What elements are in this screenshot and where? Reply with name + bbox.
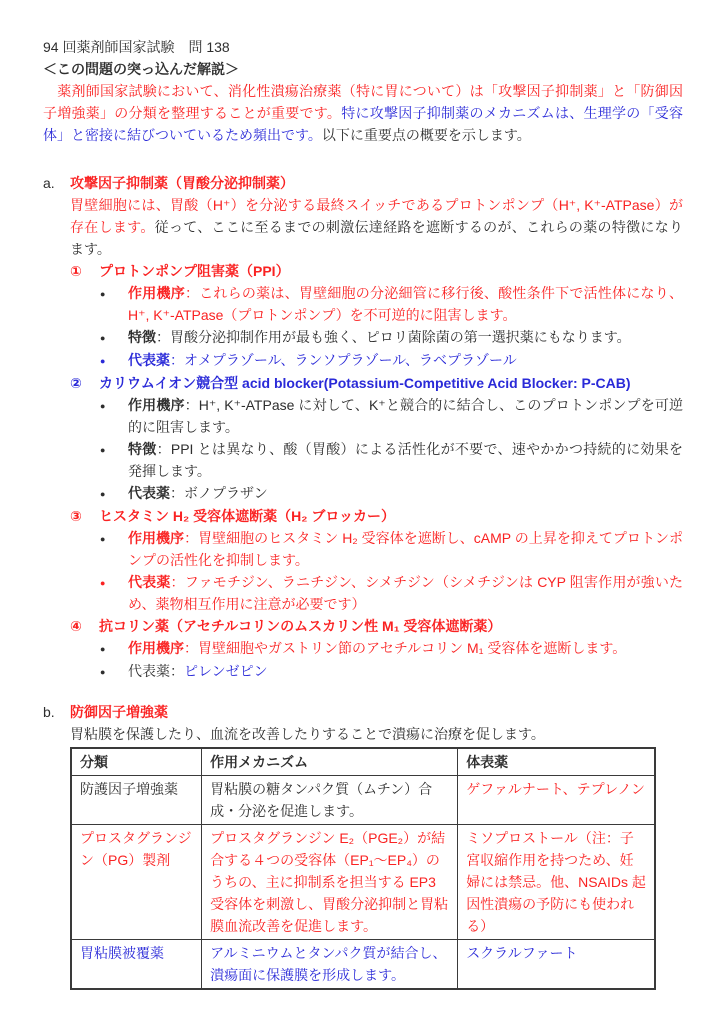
bullet-content <box>128 438 683 482</box>
section-a-lead <box>70 194 683 260</box>
bullet-text: ：胃酸分泌抑制作用が最も強く、ピロリ菌除菌の第一選択薬にもなります。 <box>156 329 631 345</box>
cell-mechanism: プロスタグランジン E₂（PGE₂）が結合する４つの受容体（EP₁～EP₄）のうちの、主に抑制系を担当する EP3 受容体を刺激し、胃酸分泌抑制と胃粘膜血流改善を促進します。 <box>202 825 458 940</box>
item-number: ④ <box>70 618 82 634</box>
table-row <box>71 825 655 940</box>
intro-text-blue: 特に攻撃因子抑制薬のメカニズムは、生理学の「受容体」と密接に結びついているため頻出です。 <box>43 105 683 143</box>
bullet-text: ：ファモチジン、ラニチジン、シメチジン（シメチジンは CYP 阻害作用が強いため、薬物相互作用に注意が必要です） <box>128 574 684 612</box>
bullet-icon: ● <box>100 356 106 366</box>
numbered-item-anticholinergic <box>70 615 683 683</box>
item-number: ① <box>70 263 82 279</box>
cell-drugs: ゲファルナート、テプレノン <box>458 776 655 825</box>
bullet-item <box>100 349 683 372</box>
section-b-title: 防御因子増強薬 <box>70 704 168 720</box>
intro-paragraph <box>43 80 683 146</box>
item-number: ③ <box>70 508 82 524</box>
numbered-item-pcab <box>70 372 683 505</box>
numbered-item-h2blocker <box>70 505 683 615</box>
bullet-content <box>128 571 683 615</box>
bullet-label: 代表薬 <box>128 485 170 501</box>
bullet-text: ：PPI とは異なり、酸（胃酸）による活性化が不要で、速やかかつ持続的に効果を発揮します。 <box>128 441 683 479</box>
bullet-label: 代表薬 <box>128 663 170 679</box>
bullet-icon: ● <box>100 333 106 343</box>
section-a-heading <box>43 172 683 194</box>
bullet-item <box>100 326 683 349</box>
cell-mechanism: 胃粘膜の糖タンパク質（ムチン）合成・分泌を促進します。 <box>202 776 458 825</box>
cell-category: プロスタグランジン（PG）製剤 <box>71 825 202 940</box>
table-header-row <box>71 748 655 776</box>
bullet-text: ：胃壁細胞のヒスタミン H₂ 受容体を遮断し、cAMP の上昇を抑えてプロトンポンプの活性化を抑制します。 <box>128 530 683 568</box>
cell-drugs: ミソプロストール（注：子宮収縮作用を持つため、妊婦には禁忌。他、NSAIDs 起因性潰瘍の予防にも使われる） <box>458 825 655 940</box>
bullet-content <box>128 482 683 505</box>
bullet-colon: ： <box>170 663 184 679</box>
bullet-icon: ● <box>100 401 106 411</box>
cell-category: 胃粘膜被覆薬 <box>71 940 202 990</box>
item-title: カリウムイオン競合型 acid blocker(Potassium-Competitive Acid Blocker: P-CAB) <box>99 375 631 391</box>
numbered-item-heading <box>70 260 683 282</box>
bullet-text: ：これらの薬は、胃壁細胞の分泌細管に移行後、酸性条件下で活性体になり、H⁺, K⁺-ATPase（プロトンポンプ）を不可逆的に阻害します。 <box>128 285 684 323</box>
bullet-content <box>128 527 683 571</box>
cell-drugs: スクラルファート <box>458 940 655 990</box>
section-b-body <box>43 723 683 990</box>
item-title: 抗コリン薬（アセチルコリンのムスカリン性 M₁ 受容体遮断薬） <box>99 618 502 634</box>
bullet-item <box>100 438 683 482</box>
bullet-item <box>100 637 683 660</box>
bullet-item <box>100 282 683 326</box>
item-title: プロトンポンプ阻害薬（PPI） <box>99 263 290 279</box>
section-b-lead: 胃粘膜を保護したり、血流を改善したりすることで潰瘍に治療を促します。 <box>70 726 545 742</box>
bullet-content <box>128 326 683 349</box>
bullet-text: ：オメプラゾール、ランソプラゾール、ラベプラゾール <box>170 352 517 368</box>
section-a-body <box>43 194 683 683</box>
section-a-marker: a. <box>43 175 55 191</box>
section-a-title: 攻撃因子抑制薬（胃酸分泌抑制薬） <box>70 175 294 191</box>
cell-category: 防護因子増強薬 <box>71 776 202 825</box>
section-a-lead-red: 胃壁細胞には、胃酸（H⁺）を分泌する最終スイッチであるプロトンポンプ（H⁺, K⁺-ATPase）が存在します。 <box>70 197 683 235</box>
bullet-label: 作用機序 <box>128 530 185 546</box>
spacer <box>43 146 683 172</box>
bullet-content <box>128 282 683 326</box>
bullet-icon: ● <box>100 644 106 654</box>
defense-factor-table <box>70 747 656 990</box>
page-title: 94 回薬剤師国家試験 問 138 <box>43 39 230 55</box>
table-row <box>71 776 655 825</box>
table-row <box>71 940 655 990</box>
explanation-heading: ＜この問題の突っ込んだ解説＞ <box>43 61 239 77</box>
bullet-item <box>100 660 683 683</box>
cell-mechanism: アルミニウムとタンパク質が結合し、潰瘍面に保護膜を形成します。 <box>202 940 458 990</box>
bullet-content <box>128 349 683 372</box>
bullet-icon: ● <box>100 445 106 455</box>
numbered-item-heading <box>70 372 683 394</box>
bullet-icon: ● <box>100 489 106 499</box>
bullet-item <box>100 394 683 438</box>
numbered-item-ppi <box>70 260 683 372</box>
bullet-text: ：胃壁細胞やガストリン節のアセチルコリン M₁ 受容体を遮断します。 <box>184 640 627 656</box>
bullet-label: 代表薬 <box>128 574 171 590</box>
table-header-category: 分類 <box>71 748 202 776</box>
intro-text-black: 以下に重要点の概要を示します。 <box>321 127 531 143</box>
item-number: ② <box>70 375 82 391</box>
bullet-item <box>100 571 683 615</box>
bullet-icon: ● <box>100 289 106 299</box>
table-header-drugs: 体表薬 <box>458 748 655 776</box>
bullet-label: 作用機序 <box>128 397 185 413</box>
bullet-icon: ● <box>100 667 106 677</box>
bullet-content <box>128 394 683 438</box>
bullet-content <box>128 637 683 660</box>
bullet-label: 作用機序 <box>128 640 184 656</box>
item-title: ヒスタミン H₂ 受容体遮断薬（H₂ ブロッカー） <box>99 508 396 524</box>
bullet-label: 代表薬 <box>128 352 170 368</box>
bullet-label: 特徴 <box>128 329 156 345</box>
table-header-mechanism: 作用メカニズム <box>202 748 458 776</box>
bullet-label: 作用機序 <box>128 285 185 301</box>
numbered-item-heading <box>70 615 683 637</box>
intro-text-red: 薬剤師国家試験において、消化性潰瘍治療薬（特に胃について）は「攻撃因子抑制薬」と「防御因子増強薬」の分類を整理することが重要です。 <box>43 83 684 121</box>
bullet-drug-name: ピレンゼピン <box>184 663 268 679</box>
bullet-content <box>128 660 683 683</box>
numbered-item-heading <box>70 505 683 527</box>
spacer <box>43 683 683 701</box>
bullet-icon: ● <box>100 534 106 544</box>
bullet-item <box>100 527 683 571</box>
bullet-item <box>100 482 683 505</box>
intro-indent <box>43 83 57 99</box>
bullet-label: 特徴 <box>128 441 157 457</box>
section-a-lead-black: 従って、ここに至るまでの刺激伝達経路を遮断するのが、これらの薬の特徴になります。 <box>70 219 683 257</box>
bullet-text: ：ボノプラザン <box>170 485 268 501</box>
section-b-marker: b. <box>43 704 55 720</box>
bullet-text: ：H⁺, K⁺-ATPase に対して、K⁺と競合的に結合し、このプロトンポンプを可逆的に阻害します。 <box>128 397 684 435</box>
section-b-heading <box>43 701 683 723</box>
bullet-icon: ● <box>100 578 106 588</box>
